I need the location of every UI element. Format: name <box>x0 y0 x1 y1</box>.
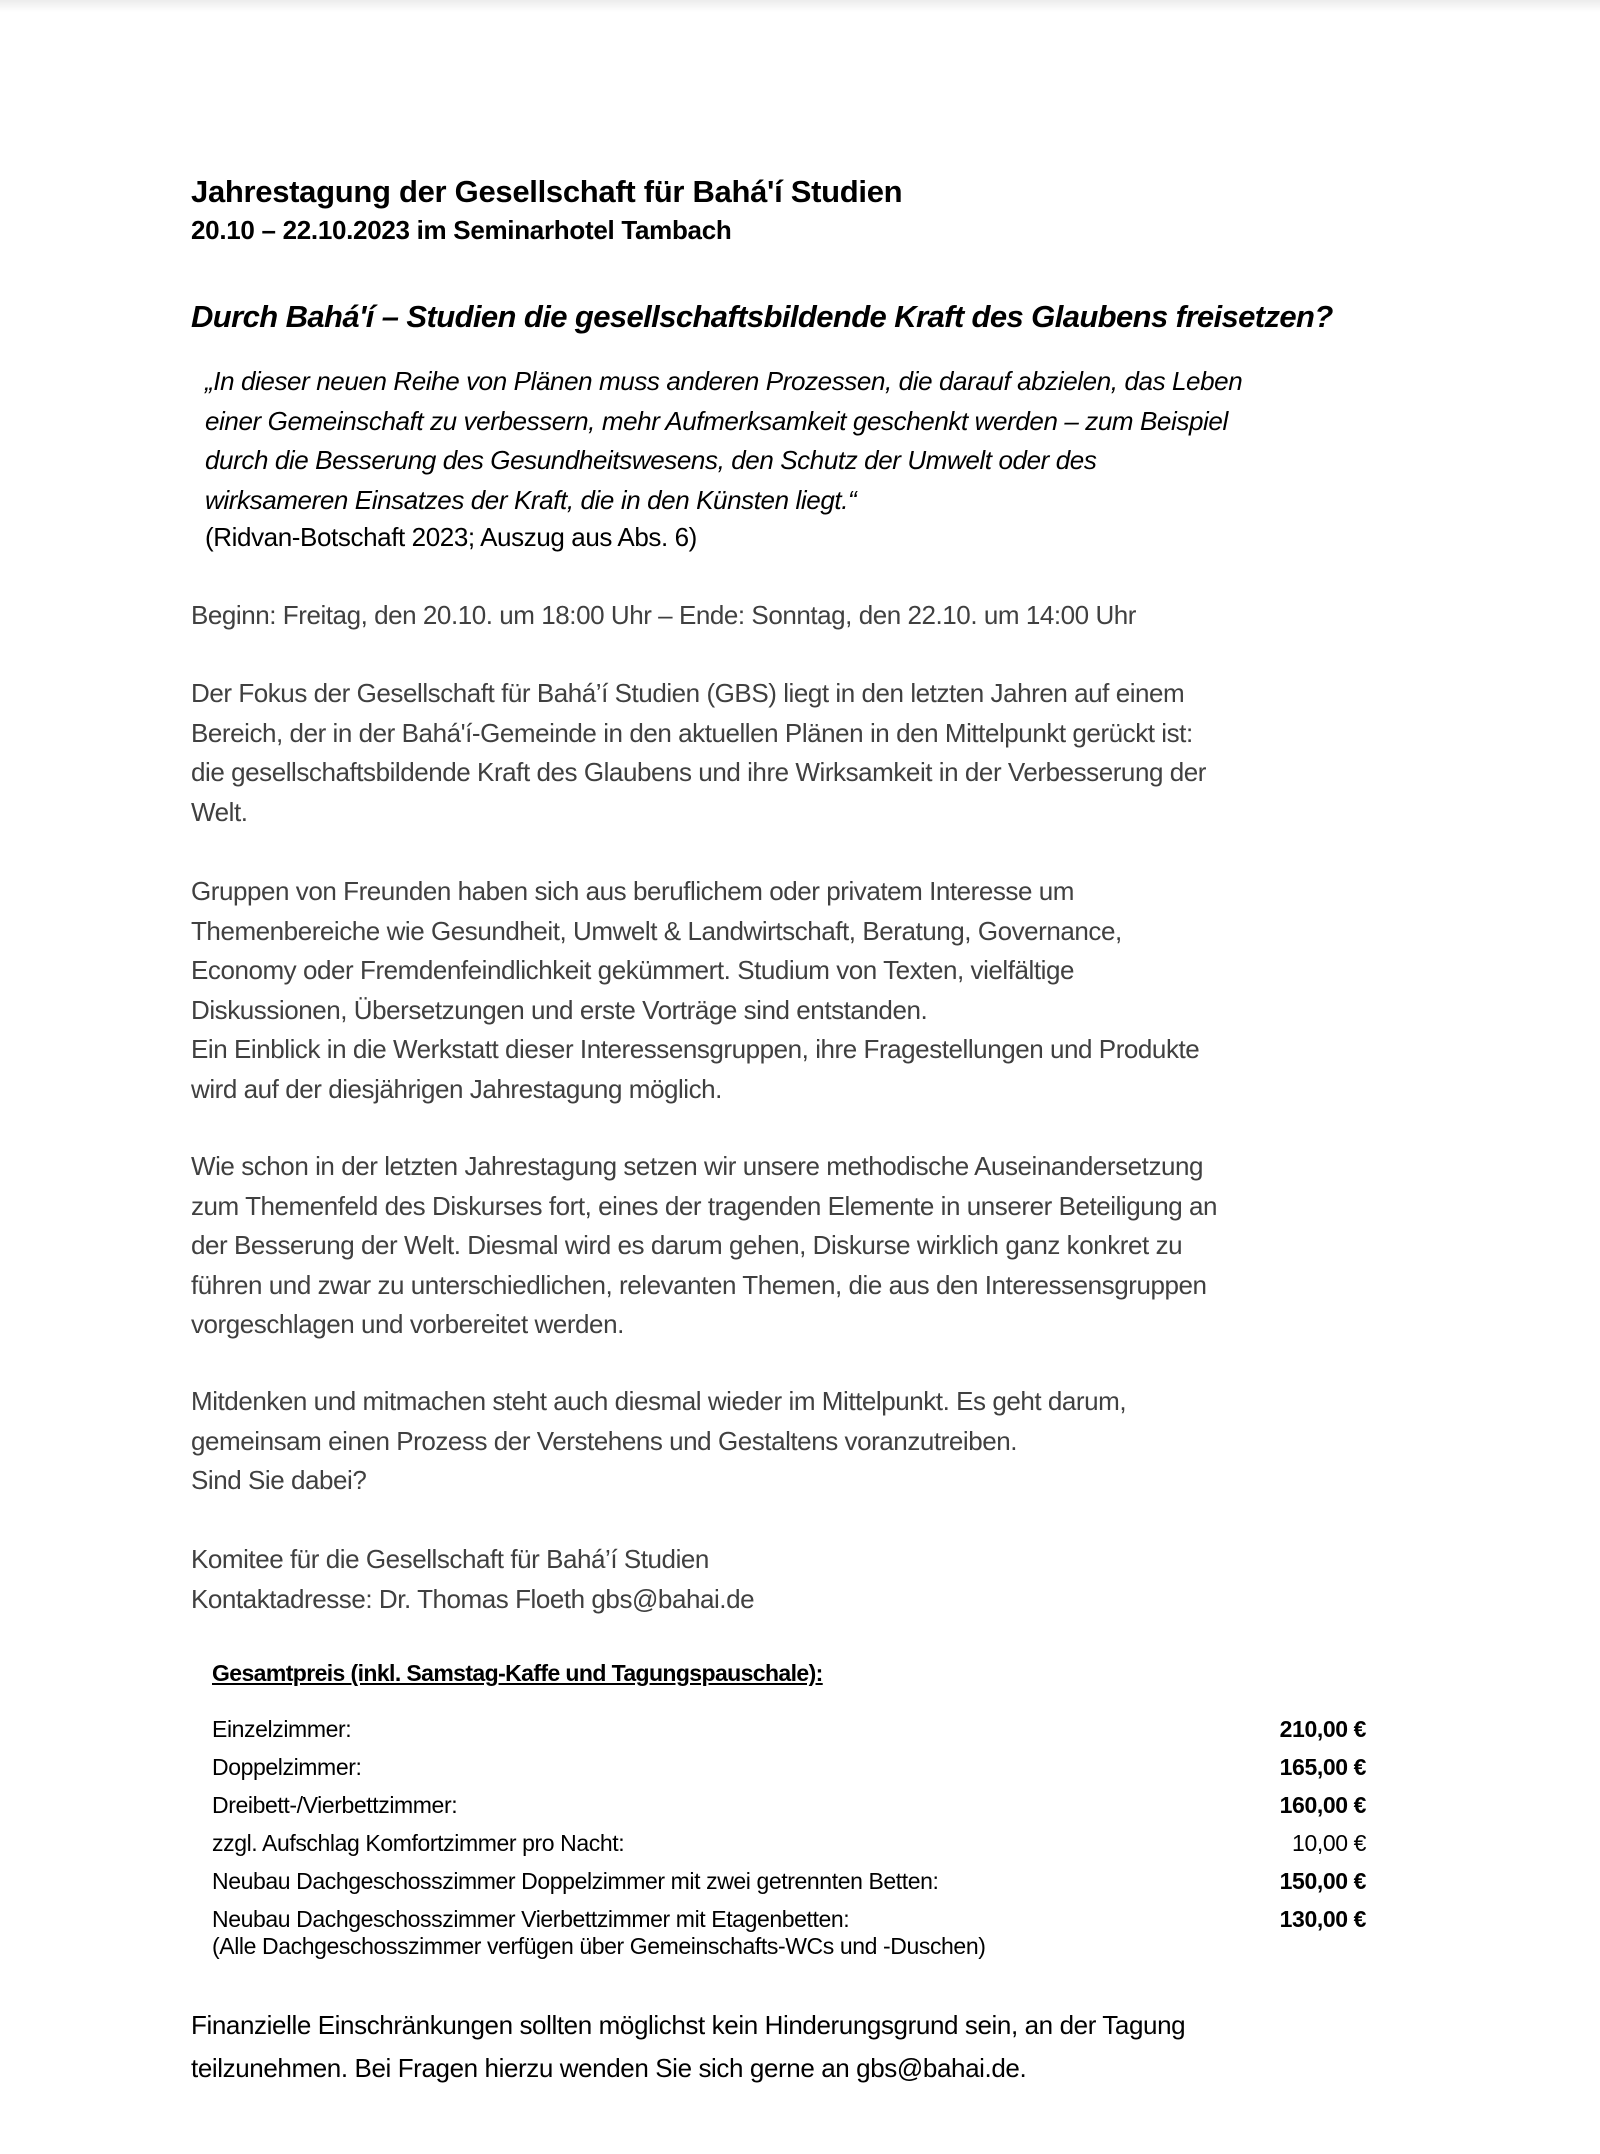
paragraph-line: wird auf der diesjährigen Jahrestagung möglich. <box>191 1073 722 1104</box>
participation-paragraph <box>191 1382 1421 1501</box>
price-heading: Gesamtpreis (inkl. Samstag-Kaffe und Tagungspauschale): <box>212 1660 823 1686</box>
document-page <box>191 172 1421 2083</box>
price-row <box>212 1862 1366 1900</box>
quote-block <box>205 362 1405 520</box>
price-row <box>212 1710 1366 1748</box>
paragraph-line: Welt. <box>191 796 248 827</box>
document-title: Jahrestagung der Gesellschaft für Bahá'í Studien <box>191 174 903 209</box>
price-row <box>212 1748 1366 1786</box>
discourse-paragraph <box>191 1147 1421 1345</box>
groups-paragraph <box>191 872 1421 1109</box>
price-note: (Alle Dachgeschosszimmer verfügen über Gemeinschafts-WCs und -Duschen) <box>212 1933 986 1959</box>
top-edge-shadow <box>0 0 1600 12</box>
quote-line: durch die Besserung des Gesundheitswesens, den Schutz der Umwelt oder des <box>205 445 1097 475</box>
financial-note <box>191 2004 1421 2090</box>
price-row <box>212 1786 1366 1824</box>
price-label: zzgl. Aufschlag Komfortzimmer pro Nacht: <box>212 1830 625 1856</box>
quote-citation: (Ridvan-Botschaft 2023; Auszug aus Abs. 6) <box>205 522 697 552</box>
paragraph-line: Gruppen von Freunden haben sich aus beruflichem oder privatem Interesse um <box>191 876 1074 906</box>
contact-block <box>191 1540 1421 1619</box>
paragraph-line: Wie schon in der letzten Jahrestagung setzen wir unsere methodische Auseinandersetzung <box>191 1151 1204 1181</box>
paragraph-line: Beginn: Freitag, den 20.10. um 18:00 Uhr – Ende: Sonntag, den 22.10. um 14:00 Uhr <box>191 600 1136 630</box>
paragraph-line: Themenbereiche wie Gesundheit, Umwelt & Landwirtschaft, Beratung, Governance, <box>191 915 1122 946</box>
price-label: Einzelzimmer: <box>212 1716 352 1742</box>
price-label: Neubau Dachgeschosszimmer Vierbettzimmer mit Etagenbetten: <box>212 1906 850 1932</box>
paragraph-line: die gesellschaftsbildende Kraft des Glaubens und ihre Wirksamkeit in der Verbesserung der <box>191 757 1206 787</box>
committee-name: Komitee für die Gesellschaft für Bahá’í Studien <box>191 1544 709 1574</box>
price-value: 10,00 € <box>1292 1830 1366 1856</box>
paragraph-line: Mitdenken und mitmachen steht auch diesmal wieder im Mittelpunkt. Es geht darum, <box>191 1386 1127 1416</box>
price-value: 160,00 € <box>1279 1792 1366 1818</box>
paragraph-line: gemeinsam einen Prozess der Verstehens und Gestaltens voranzutreiben. <box>191 1425 1017 1456</box>
price-value: 165,00 € <box>1279 1754 1366 1780</box>
price-table <box>212 1658 1372 1960</box>
paragraph-line: zum Themenfeld des Diskurses fort, eines der tragenden Elemente in unserer Beteiligung an <box>191 1190 1218 1221</box>
paragraph-line: Ein Einblick in die Werkstatt dieser Interessensgruppen, ihre Fragestellungen und Produkte <box>191 1034 1200 1064</box>
paragraph-line: Finanzielle Einschränkungen sollten möglichst kein Hinderungsgrund sein, an der Tagung <box>191 2010 1186 2040</box>
paragraph-line: Diskussionen, Übersetzungen und erste Vorträge sind entstanden. <box>191 994 928 1025</box>
focus-paragraph <box>191 674 1421 832</box>
quote-line: „In dieser neuen Reihe von Plänen muss anderen Prozessen, die darauf abzielen, das Leben <box>205 366 1243 396</box>
contact-address: Kontaktadresse: Dr. Thomas Floeth gbs@bahai.de <box>191 1583 755 1614</box>
paragraph-line: Der Fokus der Gesellschaft für Bahá’í Studien (GBS) liegt in den letzten Jahren auf einem <box>191 678 1185 708</box>
price-value: 210,00 € <box>1279 1716 1366 1742</box>
price-value: 150,00 € <box>1279 1868 1366 1894</box>
event-headline: Durch Bahá'í – Studien die gesellschaftsbildende Kraft des Glaubens freisetzen? <box>191 299 1333 334</box>
price-label: Neubau Dachgeschosszimmer Doppelzimmer mit zwei getrennten Betten: <box>212 1868 939 1894</box>
price-label: Dreibett-/Vierbettzimmer: <box>212 1792 458 1818</box>
paragraph-line: Bereich, der in der Bahá'í-Gemeinde in den aktuellen Plänen in den Mittelpunkt gerückt ist: <box>191 717 1193 748</box>
quote-line: einer Gemeinschaft zu verbessern, mehr Aufmerksamkeit geschenkt werden – zum Beispiel <box>205 405 1228 436</box>
paragraph-line: führen und zwar zu unterschiedlichen, relevanten Themen, die aus den Interessensgruppen <box>191 1269 1207 1300</box>
paragraph-line: Sind Sie dabei? <box>191 1465 367 1495</box>
price-row <box>212 1824 1366 1862</box>
paragraph-line: der Besserung der Welt. Diesmal wird es darum gehen, Diskurse wirklich ganz konkret zu <box>191 1230 1183 1260</box>
quote-line: wirksameren Einsatzes der Kraft, die in den Künsten liegt.“ <box>205 484 857 515</box>
price-value: 130,00 € <box>1279 1906 1366 1932</box>
paragraph-line: vorgeschlagen und vorbereitet werden. <box>191 1309 624 1339</box>
paragraph-line: Economy oder Fremdenfeindlichkeit gekümmert. Studium von Texten, vielfältige <box>191 955 1074 985</box>
price-label: Doppelzimmer: <box>212 1754 362 1780</box>
paragraph-line: teilzunehmen. Bei Fragen hierzu wenden Sie sich gerne an gbs@bahai.de. <box>191 2053 1027 2083</box>
event-dates: 20.10 – 22.10.2023 im Seminarhotel Tambach <box>191 215 732 245</box>
schedule-paragraph <box>191 596 1421 636</box>
